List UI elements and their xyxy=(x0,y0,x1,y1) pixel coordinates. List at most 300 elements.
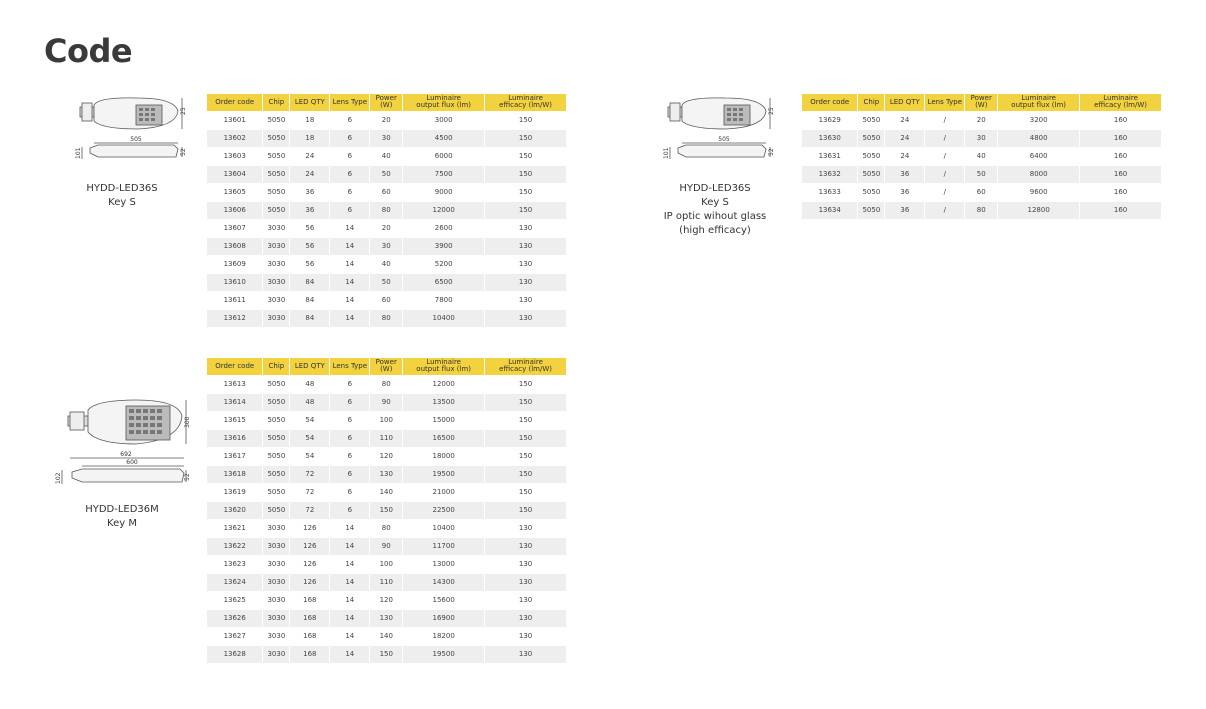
table-cell: 36 xyxy=(290,201,330,219)
table-cell: 36 xyxy=(885,183,925,201)
table-cell: 6 xyxy=(330,465,370,483)
table-cell: 8000 xyxy=(998,165,1080,183)
table-cell: 13624 xyxy=(207,573,263,591)
table-cell: 9600 xyxy=(998,183,1080,201)
table-cell: 13611 xyxy=(207,291,263,309)
table-cell: 5050 xyxy=(858,111,885,129)
table-cell: 160 xyxy=(1080,165,1162,183)
table-cell: 3900 xyxy=(403,237,485,255)
table-row xyxy=(207,645,567,663)
table-cell: 36 xyxy=(290,183,330,201)
inner-width-dimension: 600 xyxy=(126,459,138,466)
table-cell: 18 xyxy=(290,129,330,147)
table-row xyxy=(207,273,567,291)
table-cell: 7500 xyxy=(403,165,485,183)
table-cell: 6 xyxy=(330,447,370,465)
table-cell: 84 xyxy=(290,291,330,309)
table-cell: 130 xyxy=(485,573,567,591)
table-cell: 13500 xyxy=(403,393,485,411)
table-cell: 13618 xyxy=(207,465,263,483)
table-cell: 150 xyxy=(485,165,567,183)
table-cell: 130 xyxy=(485,627,567,645)
table-cell: 100 xyxy=(370,411,403,429)
table-cell: 13000 xyxy=(403,555,485,573)
caption-line: HYDD-LED36M xyxy=(85,504,159,515)
table-cell: 150 xyxy=(485,201,567,219)
width-dimension: 505 xyxy=(718,136,730,143)
column-header: Lens Type xyxy=(330,358,370,375)
table-cell: 13633 xyxy=(802,183,858,201)
caption-line: Key M xyxy=(107,518,137,529)
table-cell: 7800 xyxy=(403,291,485,309)
table-cell: 5050 xyxy=(263,201,290,219)
width-dimension: 505 xyxy=(130,136,142,143)
table-cell: 160 xyxy=(1080,129,1162,147)
table-cell: 56 xyxy=(290,237,330,255)
column-header: LED QTY xyxy=(290,94,330,111)
spec-table-s-ip xyxy=(802,94,1162,219)
table-cell: 160 xyxy=(1080,183,1162,201)
table-row xyxy=(207,591,567,609)
table-cell: 5050 xyxy=(263,375,290,393)
side-dimension: 300 xyxy=(184,416,191,428)
column-header: Order code xyxy=(207,94,263,111)
table-cell: 19500 xyxy=(403,465,485,483)
table-cell: 14 xyxy=(330,237,370,255)
table-cell: 72 xyxy=(290,465,330,483)
table-cell: 5050 xyxy=(263,411,290,429)
table-row xyxy=(207,255,567,273)
table-cell: 36 xyxy=(885,165,925,183)
table-cell: / xyxy=(925,183,965,201)
table-cell: 110 xyxy=(370,573,403,591)
table-cell: 13619 xyxy=(207,483,263,501)
table-cell: 80 xyxy=(370,375,403,393)
column-header: LED QTY xyxy=(885,94,925,111)
table-cell: 5050 xyxy=(263,447,290,465)
table-cell: 13631 xyxy=(802,147,858,165)
table-cell: 13621 xyxy=(207,519,263,537)
product-caption-s-ip xyxy=(650,182,780,238)
table-cell: 14 xyxy=(330,219,370,237)
table-cell: 13617 xyxy=(207,447,263,465)
table-cell: 13627 xyxy=(207,627,263,645)
table-cell: 5050 xyxy=(263,465,290,483)
table-cell: 130 xyxy=(370,465,403,483)
column-header: Power (W) xyxy=(370,358,403,375)
column-header: Luminaire output flux (lm) xyxy=(403,358,485,375)
depth-dimension: 52 xyxy=(184,473,191,481)
table-cell: 5050 xyxy=(263,183,290,201)
table-cell: 168 xyxy=(290,591,330,609)
table-cell: 54 xyxy=(290,447,330,465)
table-cell: 50 xyxy=(370,165,403,183)
column-header: Order code xyxy=(207,358,263,375)
table-cell: 168 xyxy=(290,645,330,663)
table-cell: 11700 xyxy=(403,537,485,555)
spec-table-m xyxy=(207,358,567,663)
caption-line: Key S xyxy=(108,197,136,208)
table-cell: 84 xyxy=(290,273,330,291)
table-row xyxy=(207,627,567,645)
table-cell: 3030 xyxy=(263,591,290,609)
table-cell: 60 xyxy=(370,291,403,309)
table-cell: 3030 xyxy=(263,609,290,627)
table-cell: 13616 xyxy=(207,429,263,447)
table-row xyxy=(207,519,567,537)
table-cell: 110 xyxy=(370,429,403,447)
table-cell: 130 xyxy=(485,537,567,555)
height-dimension: 101 xyxy=(75,147,82,159)
table-cell: 60 xyxy=(965,183,998,201)
table-cell: 3030 xyxy=(263,309,290,327)
table-cell: 10400 xyxy=(403,519,485,537)
table-cell: 3030 xyxy=(263,645,290,663)
table-row xyxy=(207,609,567,627)
side-dimension: 25 xyxy=(768,107,775,115)
table-cell: 90 xyxy=(370,537,403,555)
table-cell: 5050 xyxy=(263,111,290,129)
table-row xyxy=(207,291,567,309)
table-cell: 16900 xyxy=(403,609,485,627)
table-cell: 13629 xyxy=(802,111,858,129)
table-cell: 4800 xyxy=(998,129,1080,147)
caption-line: IP optic wihout glass xyxy=(663,211,767,222)
table-cell: 24 xyxy=(885,129,925,147)
table-cell: 3000 xyxy=(403,111,485,129)
table-cell: 30 xyxy=(370,237,403,255)
luminaire-s-drawing xyxy=(75,93,187,167)
depth-dimension: 52 xyxy=(180,148,187,156)
column-header: Luminaire efficacy (lm/W) xyxy=(485,358,567,375)
table-cell: 6 xyxy=(330,429,370,447)
table-row xyxy=(207,555,567,573)
table-row xyxy=(207,465,567,483)
table-cell: 140 xyxy=(370,627,403,645)
table-cell: 72 xyxy=(290,483,330,501)
table-cell: 3030 xyxy=(263,219,290,237)
table-cell: 130 xyxy=(485,219,567,237)
table-cell: 3030 xyxy=(263,273,290,291)
table-cell: 13602 xyxy=(207,129,263,147)
table-cell: 14 xyxy=(330,645,370,663)
table-cell: 40 xyxy=(370,147,403,165)
table-cell: 13634 xyxy=(802,201,858,219)
table-cell: 130 xyxy=(485,273,567,291)
table-cell: 14 xyxy=(330,255,370,273)
table-cell: 56 xyxy=(290,219,330,237)
luminaire-m-drawing xyxy=(56,396,190,490)
column-header: Lens Type xyxy=(330,94,370,111)
table-cell: 160 xyxy=(1080,111,1162,129)
caption-line: HYDD-LED36S xyxy=(679,183,751,194)
table-cell: 5050 xyxy=(263,129,290,147)
table-cell: 50 xyxy=(965,165,998,183)
table-cell: / xyxy=(925,165,965,183)
table-row xyxy=(802,201,1162,219)
product-caption-s xyxy=(62,182,182,210)
table-cell: 130 xyxy=(485,591,567,609)
table-cell: 14 xyxy=(330,537,370,555)
table-row xyxy=(207,183,567,201)
table-cell: 5050 xyxy=(263,393,290,411)
table-cell: 150 xyxy=(485,375,567,393)
table-row xyxy=(207,375,567,393)
spec-table-s xyxy=(207,94,567,327)
table-row xyxy=(207,309,567,327)
side-dimension: 25 xyxy=(180,107,187,115)
table-cell: 150 xyxy=(485,129,567,147)
table-cell: 15000 xyxy=(403,411,485,429)
table-cell: 150 xyxy=(485,483,567,501)
table-row xyxy=(207,147,567,165)
table-cell: 14 xyxy=(330,519,370,537)
table-cell: 13625 xyxy=(207,591,263,609)
table-cell: 3030 xyxy=(263,519,290,537)
table-cell: 72 xyxy=(290,501,330,519)
table-cell: 140 xyxy=(370,483,403,501)
table-cell: 13615 xyxy=(207,411,263,429)
table-cell: 13630 xyxy=(802,129,858,147)
table-cell: 13613 xyxy=(207,375,263,393)
table-cell: 40 xyxy=(370,255,403,273)
table-cell: 130 xyxy=(485,609,567,627)
table-cell: 130 xyxy=(485,645,567,663)
column-header: Chip xyxy=(263,94,290,111)
table-cell: 18200 xyxy=(403,627,485,645)
table-cell: 130 xyxy=(485,237,567,255)
table-cell: 5050 xyxy=(263,501,290,519)
table-cell: 13622 xyxy=(207,537,263,555)
table-cell: 5050 xyxy=(858,147,885,165)
table-row xyxy=(207,201,567,219)
table-cell: 80 xyxy=(370,519,403,537)
table-cell: 16500 xyxy=(403,429,485,447)
table-cell: 14 xyxy=(330,291,370,309)
table-cell: 54 xyxy=(290,411,330,429)
table-row xyxy=(207,483,567,501)
depth-dimension: 52 xyxy=(768,148,775,156)
table-cell: 60 xyxy=(370,183,403,201)
table-cell: 6400 xyxy=(998,147,1080,165)
column-header: Luminaire output flux (lm) xyxy=(403,94,485,111)
table-cell: 3030 xyxy=(263,237,290,255)
table-cell: / xyxy=(925,111,965,129)
table-cell: 130 xyxy=(485,255,567,273)
table-cell: 2600 xyxy=(403,219,485,237)
table-cell: 126 xyxy=(290,555,330,573)
table-row xyxy=(802,111,1162,129)
table-cell: 9000 xyxy=(403,183,485,201)
table-cell: 5050 xyxy=(858,201,885,219)
table-cell: 150 xyxy=(485,501,567,519)
table-cell: 14 xyxy=(330,273,370,291)
table-cell: 13604 xyxy=(207,165,263,183)
table-cell: 14 xyxy=(330,555,370,573)
table-cell: 80 xyxy=(370,201,403,219)
table-cell: 80 xyxy=(965,201,998,219)
table-cell: 20 xyxy=(965,111,998,129)
height-dimension: 102 xyxy=(55,472,62,484)
overall-width-dimension: 692 xyxy=(120,451,132,458)
table-row xyxy=(802,147,1162,165)
table-cell: 5050 xyxy=(263,147,290,165)
table-cell: 6 xyxy=(330,111,370,129)
table-cell: 30 xyxy=(370,129,403,147)
table-cell: 130 xyxy=(485,555,567,573)
table-row xyxy=(207,573,567,591)
table-cell: 160 xyxy=(1080,147,1162,165)
luminaire-s-ip-drawing xyxy=(663,93,775,167)
table-cell: 13612 xyxy=(207,309,263,327)
table-cell: 13605 xyxy=(207,183,263,201)
table-cell: 126 xyxy=(290,573,330,591)
table-cell: 3030 xyxy=(263,573,290,591)
table-cell: 4500 xyxy=(403,129,485,147)
table-cell: 24 xyxy=(885,147,925,165)
table-cell: 100 xyxy=(370,555,403,573)
table-cell: 3030 xyxy=(263,555,290,573)
table-cell: / xyxy=(925,201,965,219)
table-cell: 20 xyxy=(370,219,403,237)
table-row xyxy=(207,129,567,147)
table-cell: 150 xyxy=(485,447,567,465)
table-cell: 150 xyxy=(485,465,567,483)
table-row xyxy=(207,429,567,447)
table-row xyxy=(207,537,567,555)
table-cell: 36 xyxy=(885,201,925,219)
table-cell: 24 xyxy=(290,147,330,165)
table-cell: 5050 xyxy=(263,429,290,447)
table-row xyxy=(207,447,567,465)
table-cell: 40 xyxy=(965,147,998,165)
table-row xyxy=(207,165,567,183)
table-cell: 14300 xyxy=(403,573,485,591)
table-cell: 13626 xyxy=(207,609,263,627)
table-cell: 6 xyxy=(330,393,370,411)
table-cell: 12000 xyxy=(403,375,485,393)
table-cell: 6000 xyxy=(403,147,485,165)
table-row xyxy=(802,165,1162,183)
table-cell: 160 xyxy=(1080,201,1162,219)
table-cell: 6 xyxy=(330,411,370,429)
table-cell: 50 xyxy=(370,273,403,291)
table-cell: 21000 xyxy=(403,483,485,501)
table-cell: 5200 xyxy=(403,255,485,273)
table-row xyxy=(207,393,567,411)
column-header: Lens Type xyxy=(925,94,965,111)
table-cell: 6 xyxy=(330,183,370,201)
product-caption-m xyxy=(62,503,182,531)
table-cell: 15600 xyxy=(403,591,485,609)
table-cell: 6 xyxy=(330,147,370,165)
table-cell: 80 xyxy=(370,309,403,327)
table-row xyxy=(207,501,567,519)
caption-line: Key S xyxy=(701,197,729,208)
table-cell: 150 xyxy=(485,111,567,129)
column-header: Chip xyxy=(858,94,885,111)
table-cell: 84 xyxy=(290,309,330,327)
table-cell: 5050 xyxy=(263,483,290,501)
table-header-row xyxy=(207,358,567,375)
table-cell: 12000 xyxy=(403,201,485,219)
table-row xyxy=(802,129,1162,147)
table-cell: 56 xyxy=(290,255,330,273)
table-cell: 13601 xyxy=(207,111,263,129)
table-cell: 3030 xyxy=(263,291,290,309)
table-cell: 6 xyxy=(330,501,370,519)
table-cell: 13620 xyxy=(207,501,263,519)
table-cell: / xyxy=(925,129,965,147)
table-cell: 14 xyxy=(330,591,370,609)
table-cell: 120 xyxy=(370,591,403,609)
table-cell: 6500 xyxy=(403,273,485,291)
table-cell: 24 xyxy=(290,165,330,183)
column-header: Order code xyxy=(802,94,858,111)
table-cell: / xyxy=(925,147,965,165)
table-cell: 13610 xyxy=(207,273,263,291)
table-cell: 130 xyxy=(485,519,567,537)
table-cell: 150 xyxy=(370,501,403,519)
table-row xyxy=(207,111,567,129)
table-cell: 168 xyxy=(290,609,330,627)
table-cell: 130 xyxy=(485,309,567,327)
table-cell: 150 xyxy=(485,429,567,447)
table-row xyxy=(207,219,567,237)
table-cell: 24 xyxy=(885,111,925,129)
table-header-row xyxy=(802,94,1162,111)
table-cell: 130 xyxy=(370,609,403,627)
height-dimension: 101 xyxy=(663,147,670,159)
table-cell: 18 xyxy=(290,111,330,129)
table-cell: 168 xyxy=(290,627,330,645)
table-cell: 19500 xyxy=(403,645,485,663)
table-cell: 54 xyxy=(290,429,330,447)
table-cell: 150 xyxy=(485,147,567,165)
table-cell: 6 xyxy=(330,129,370,147)
column-header: Power (W) xyxy=(370,94,403,111)
table-cell: 13623 xyxy=(207,555,263,573)
table-row xyxy=(207,411,567,429)
table-cell: 14 xyxy=(330,309,370,327)
column-header: Luminaire efficacy (lm/W) xyxy=(1080,94,1162,111)
table-cell: 150 xyxy=(370,645,403,663)
table-cell: 30 xyxy=(965,129,998,147)
column-header: Chip xyxy=(263,358,290,375)
column-header: Luminaire efficacy (lm/W) xyxy=(485,94,567,111)
table-row xyxy=(207,237,567,255)
table-cell: 10400 xyxy=(403,309,485,327)
table-cell: 6 xyxy=(330,165,370,183)
table-cell: 5050 xyxy=(858,183,885,201)
table-cell: 3200 xyxy=(998,111,1080,129)
caption-line: (high efficacy) xyxy=(679,225,751,236)
table-cell: 120 xyxy=(370,447,403,465)
page-title: Code xyxy=(44,32,133,70)
table-cell: 5050 xyxy=(858,165,885,183)
table-row xyxy=(802,183,1162,201)
table-cell: 13614 xyxy=(207,393,263,411)
table-cell: 126 xyxy=(290,537,330,555)
table-cell: 20 xyxy=(370,111,403,129)
table-cell: 13632 xyxy=(802,165,858,183)
table-cell: 13628 xyxy=(207,645,263,663)
table-cell: 13609 xyxy=(207,255,263,273)
table-cell: 150 xyxy=(485,393,567,411)
table-cell: 18000 xyxy=(403,447,485,465)
table-cell: 14 xyxy=(330,573,370,591)
table-cell: 150 xyxy=(485,411,567,429)
